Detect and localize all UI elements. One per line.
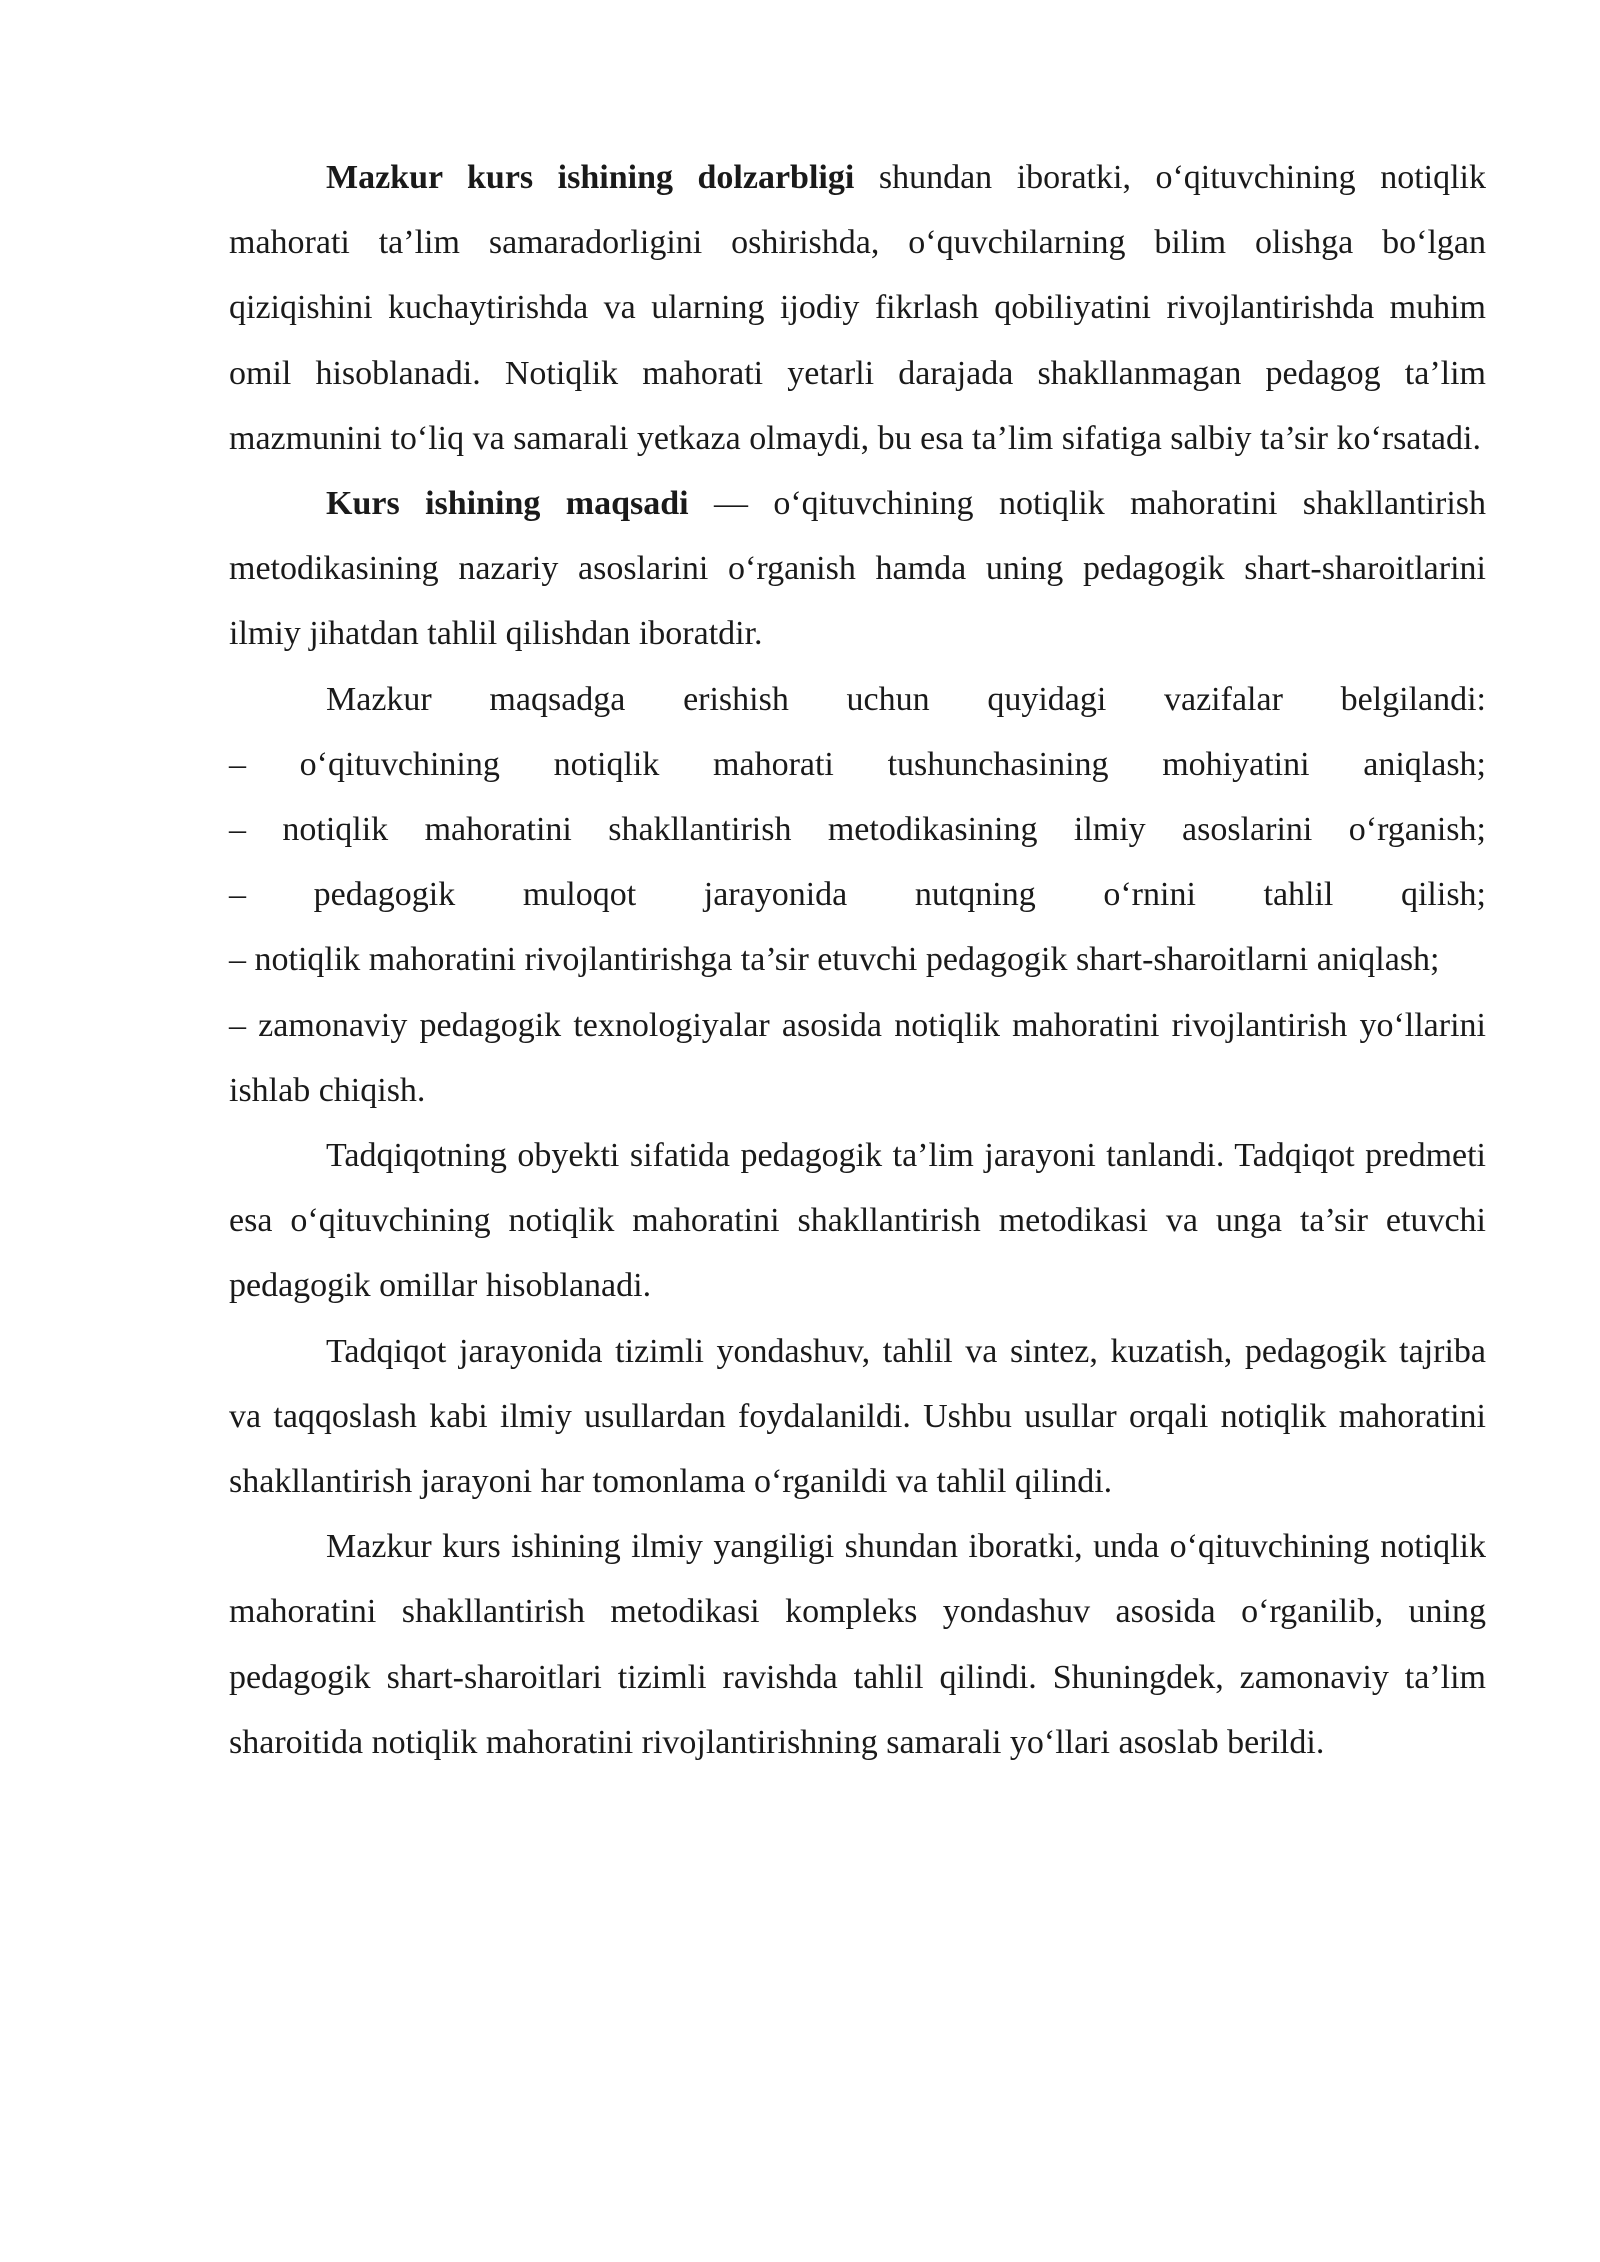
goal-text: — o‘qituvchining notiqlik mahoratini shakllantirish metodikasining nazariy asoslarini o‘rganish hamda uning pedagogik shart-sharoitlarini ilmiy jihatdan tahlil qilishdan iboratdir. bbox=[229, 485, 1486, 653]
object-paragraph: Tadqiqotning obyekti sifatida pedagogik ta’lim jarayoni tanlandi. Tadqiqot predmeti esa o‘qituvchining notiqlik mahoratini shakllantirish metodikasi va unga ta’sir etuvchi pedagogik omillar hisoblanadi. bbox=[229, 1137, 1486, 1305]
methods-paragraph: Tadqiqot jarayonida tizimli yondashuv, tahlil va sintez, kuzatish, pedagogik tajriba va taqqoslash kabi ilmiy usullardan foydalanildi. Ushbu usullar orqali notiqlik mahoratini shakllantirish jarayoni har tomonlama o‘rganildi va tahlil qilindi. bbox=[229, 1332, 1486, 1501]
task-item: – pedagogik muloqot jarayonida nutqning o‘rnini tahlil qilish; bbox=[229, 876, 1486, 914]
task-item: – o‘qituvchining notiqlik mahorati tushunchasining mohiyatini aniqlash; bbox=[229, 745, 1486, 783]
relevance-paragraph bbox=[229, 145, 1486, 471]
task-item: – notiqlik mahoratini rivojlantirishga ta’sir etuvchi pedagogik shart-sharoitlarni aniqlash; bbox=[229, 941, 1440, 979]
relevance-heading: Mazkur kurs ishining dolzarbligi bbox=[326, 159, 855, 196]
novelty-paragraph: Mazkur kurs ishining ilmiy yangiligi shundan iboratki, unda o‘qituvchining notiqlik mahoratini shakllantirish metodikasi kompleks yondashuv asosida o‘rganilib, uning pedagogik shart-sharoitlari tizimli ravishda tahlil qilindi. Shuningdek, zamonaviy ta’lim sharoitida notiqlik mahoratini rivojlantirishning samarali yo‘llari asoslab berildi. bbox=[229, 1528, 1486, 1761]
goal-paragraph bbox=[229, 471, 1486, 667]
tasks-intro: Mazkur maqsadga erishish uchun quyidagi vazifalar belgilandi: bbox=[326, 680, 1486, 718]
task-item: – notiqlik mahoratini shakllantirish metodikasining ilmiy asoslarini o‘rganish; bbox=[229, 811, 1486, 849]
relevance-text: shundan iboratki, o‘qituvchining notiqlik mahorati ta’lim samaradorligini oshirishda, o‘quvchilarning bilim olishga bo‘lgan qiziqishini kuchaytirishda va ularning ijodiy fikrlash qobiliyatini rivojlantirishda muhim omil hisoblanadi. Notiqlik mahorati yetarli darajada shakllanmagan pedagog ta’lim mazmunini to‘liq va samarali yetkaza olmaydi, bu esa ta’lim sifatiga salbiy ta’sir ko‘rsatadi. bbox=[229, 159, 1487, 457]
goal-heading: Kurs ishining maqsadi bbox=[326, 485, 689, 523]
task-item: – zamonaviy pedagogik texnologiyalar asosida notiqlik mahoratini rivojlantirish yo‘llarini ishlab chiqish. bbox=[229, 1006, 1486, 1109]
document-body bbox=[229, 145, 1486, 1775]
